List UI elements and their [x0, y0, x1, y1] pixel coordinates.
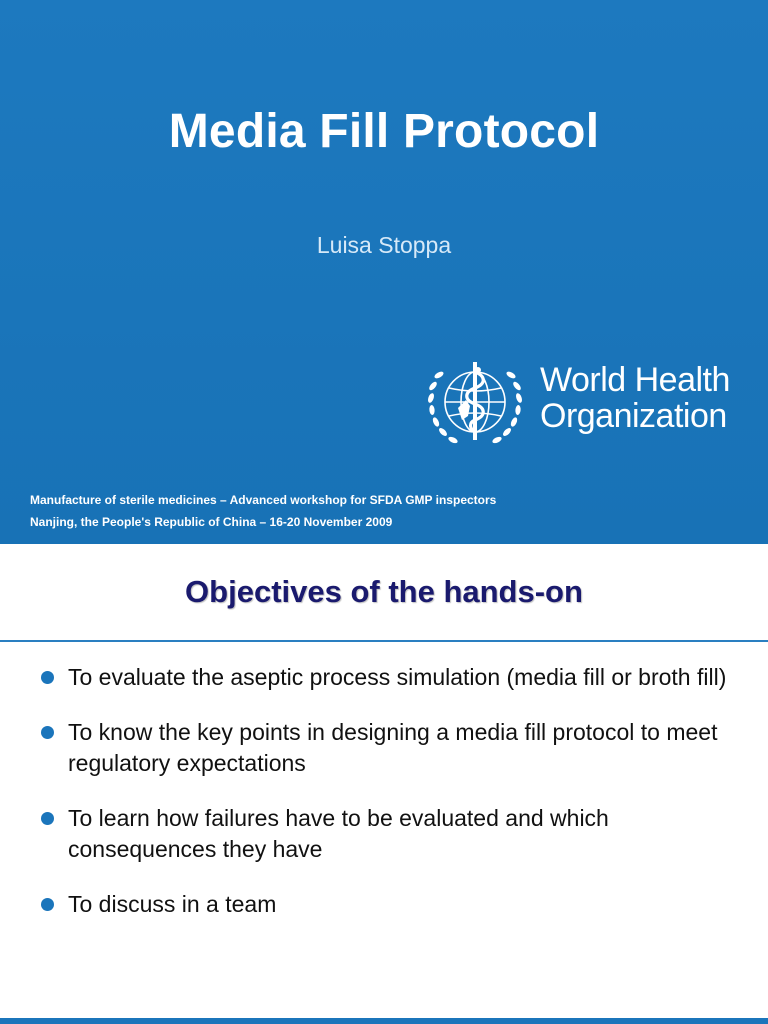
list-item-text: To discuss in a team — [68, 891, 277, 917]
logo-line-1: World Health — [540, 361, 730, 399]
slide-title: Media Fill Protocol — [168, 105, 600, 158]
objectives-list — [40, 662, 740, 944]
list-item — [40, 889, 740, 920]
who-logo — [418, 348, 748, 452]
logo-line-2: Organization — [540, 397, 727, 435]
author-name: Luisa Stoppa — [316, 232, 452, 258]
objectives-title: Objectives of the hands-on — [185, 574, 583, 609]
bullet-icon — [41, 671, 54, 684]
title-divider — [0, 640, 768, 642]
bottom-bar — [0, 1018, 768, 1024]
list-item — [40, 662, 740, 693]
objectives-slide — [0, 544, 768, 1024]
bullet-icon — [41, 812, 54, 825]
bullet-icon — [41, 898, 54, 911]
list-item-text: To evaluate the aseptic process simulation (media fill or broth fill) — [68, 664, 727, 690]
location-date-line: Nanjing, the People's Republic of China – 16-20 November 2009 — [30, 515, 393, 529]
workshop-line: Manufacture of sterile medicines – Advanced workshop for SFDA GMP inspectors — [30, 493, 497, 507]
list-item-text: To learn how failures have to be evaluated and which consequences they have — [68, 805, 609, 862]
who-emblem-icon — [418, 350, 532, 450]
list-item — [40, 717, 740, 779]
list-item — [40, 803, 740, 865]
bullet-icon — [41, 726, 54, 739]
list-item-text: To know the key points in designing a media fill protocol to meet regulatory expectations — [68, 719, 718, 776]
organization-name — [540, 362, 730, 434]
